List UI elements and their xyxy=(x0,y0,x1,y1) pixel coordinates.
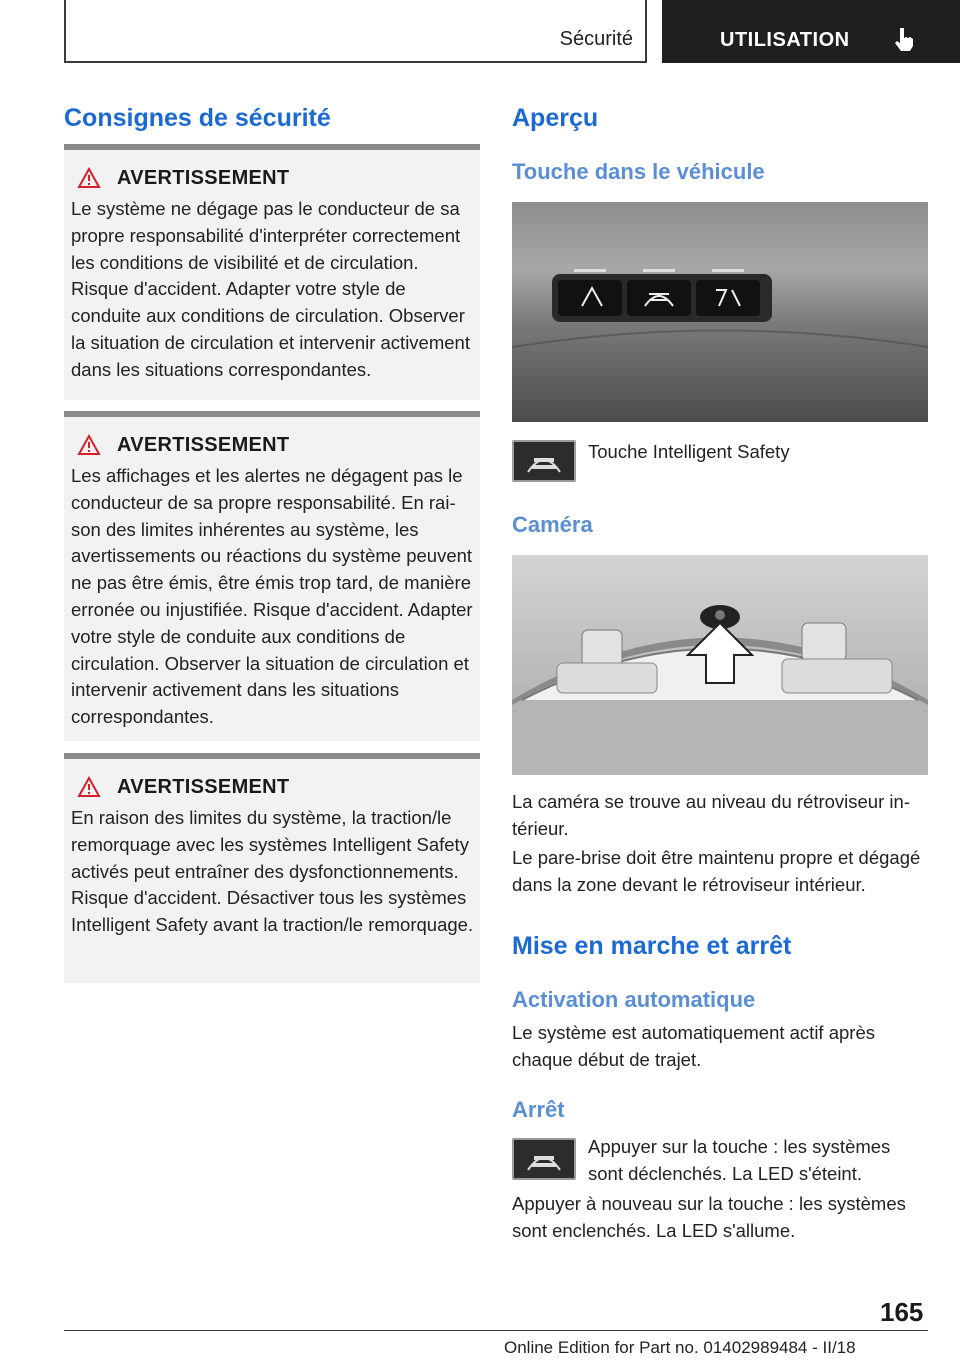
warning-label: AVERTISSEMENT xyxy=(117,775,290,798)
off-text: Appuyer sur la touche : les systèmes sont déclenchés. La LED s'éteint. xyxy=(588,1136,891,1184)
header-chapter-label: UTILISATION xyxy=(720,29,850,51)
camera-photo xyxy=(512,555,928,775)
hand-pointer-icon xyxy=(892,26,918,52)
button-caption: Touche Intelligent Safety xyxy=(588,441,790,462)
warning-triangle-icon xyxy=(77,434,101,456)
intelligent-safety-icon xyxy=(512,440,576,482)
footer-divider xyxy=(64,1330,928,1331)
header-chapter-box xyxy=(662,0,960,63)
warning-header xyxy=(71,769,474,805)
intelligent-safety-icon xyxy=(512,1138,576,1180)
warning-text: En raison des limites du système, la traction/le remorquage avec les systèmes Intelligent Safety activés peut entraîner des dysfonctionnements. Risque d'accident. Désactiver tous les systèmes Intelligent Safety avant la traction/le remorquage. xyxy=(71,807,474,936)
warning-label: AVERTISSEMENT xyxy=(117,166,290,189)
warning-header xyxy=(71,427,474,463)
section-title-safety: Consignes de sécurité xyxy=(64,104,331,132)
header-section-label: Sécurité xyxy=(559,28,633,50)
warning-box-3 xyxy=(64,753,480,983)
warning-label: AVERTISSEMENT xyxy=(117,433,290,456)
header-section-box xyxy=(64,0,647,63)
section-title-onoff: Mise en marche et arrêt xyxy=(512,932,792,960)
camera-text-1: La caméra se trouve au niveau du rétroviseur intérieur. xyxy=(512,791,910,839)
subheading-camera: Caméra xyxy=(512,512,593,537)
subheading-button: Touche dans le véhicule xyxy=(512,159,765,184)
subheading-off: Arrêt xyxy=(512,1097,565,1122)
subheading-auto: Activation automatique xyxy=(512,987,756,1012)
warning-box-2 xyxy=(64,411,480,741)
left-column xyxy=(64,100,480,936)
page-number: 165 xyxy=(880,1297,924,1327)
auto-text: Le système est automatiquement actif après chaque début de trajet. xyxy=(512,1022,875,1070)
warning-triangle-icon xyxy=(77,776,101,798)
camera-text-2: Le pare-brise doit être maintenu propre et dégagé dans la zone devant le rétroviseur intérieur. xyxy=(512,847,921,895)
warning-triangle-icon xyxy=(77,167,101,189)
warning-box-1 xyxy=(64,144,480,400)
on-text: Appuyer à nouveau sur la touche : les systèmes sont enclenchés. La LED s'allume. xyxy=(512,1193,906,1241)
button-panel-photo xyxy=(512,202,928,422)
warning-header xyxy=(71,160,474,196)
warning-text: Le système ne dégage pas le conducteur de sa propre responsabilité d'interpréter correctement les conditions de visibilité et de circulation. Risque d'accident. Adapter votre style de conduite aux conditions de circulation. Observer la situation de circulation et intervenir activement dans les situations correspondantes. xyxy=(71,198,470,380)
warning-text: Les affichages et les alertes ne dégagent pas le conducteur de sa propre responsabilité. En raison des limites inhérentes au système, les avertissements ou réactions du système peuvent ne pas être émis, être émis trop tard, de manière erronée ou injustifiée. Risque d'accident. Adapter votre style de conduite aux conditions de circulation. Observer la situation de circulation et intervenir activement dans les situations correspondantes. xyxy=(71,465,473,728)
footer-edition: Online Edition for Part no. 01402989484 - II/18 xyxy=(504,1338,856,1357)
section-title-overview: Aperçu xyxy=(512,104,599,132)
